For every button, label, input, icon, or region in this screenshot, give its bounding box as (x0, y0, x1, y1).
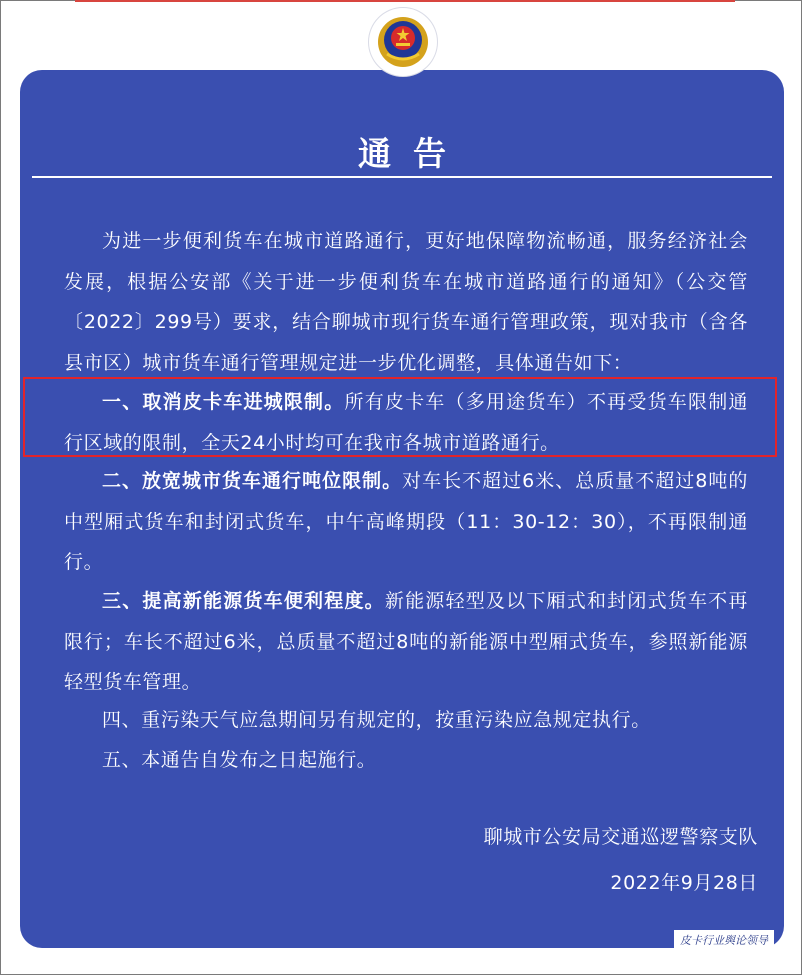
item-4-paragraph: 四、重污染天气应急期间另有规定的，按重污染应急规定执行。 (102, 709, 651, 731)
item-3-text: 新能源轻型及以下厢式和封闭式货车不再限行；车长不超过6米，总质量不超过8吨的新能源中型厢式货车，参照新能源轻型货车管理。 (64, 590, 748, 693)
item-3-heading: 三、提高新能源货车便利程度。 (102, 590, 385, 612)
watermark: 皮卡行业舆论领导 (674, 930, 774, 950)
item-2-heading: 二、放宽城市货车通行吨位限制。 (102, 470, 403, 492)
item-1-paragraph (64, 382, 748, 463)
top-rule (75, 0, 735, 2)
issue-date: 2022年9月28日 (610, 872, 758, 894)
intro-paragraph: 为进一步便利货车在城市道路通行，更好地保障物流畅通，服务经济社会发展，根据公安部《关于进一步便利货车在城市道路通行的通知》（公交管〔2022〕299号）要求，结合聊城市现行货车通行管理政策，现对我市（含各县市区）城市货车通行管理规定进一步优化调整，具体通告如下： (64, 230, 748, 374)
item-1-text: 所有皮卡车（多用途货车）不再受货车限制通行区域的限制，全天24小时均可在我市各城市道路通行。 (64, 391, 748, 454)
item-2-paragraph (64, 461, 748, 583)
issuer-signature: 聊城市公安局交通巡逻警察支队 (483, 826, 758, 848)
notice-card (20, 70, 784, 948)
title-divider (32, 176, 772, 178)
item-1-heading: 一、取消皮卡车进城限制。 (102, 391, 345, 413)
item-2-text: 对车长不超过6米、总质量不超过8吨的中型厢式货车和封闭式货车，中午高峰期段（11：30-12：30），不再限制通行。 (64, 470, 748, 573)
notice-title: 通告 (358, 134, 468, 173)
item-5-paragraph: 五、本通告自发布之日起施行。 (102, 749, 377, 771)
item-3-paragraph (64, 581, 748, 703)
police-emblem-icon (369, 8, 437, 76)
